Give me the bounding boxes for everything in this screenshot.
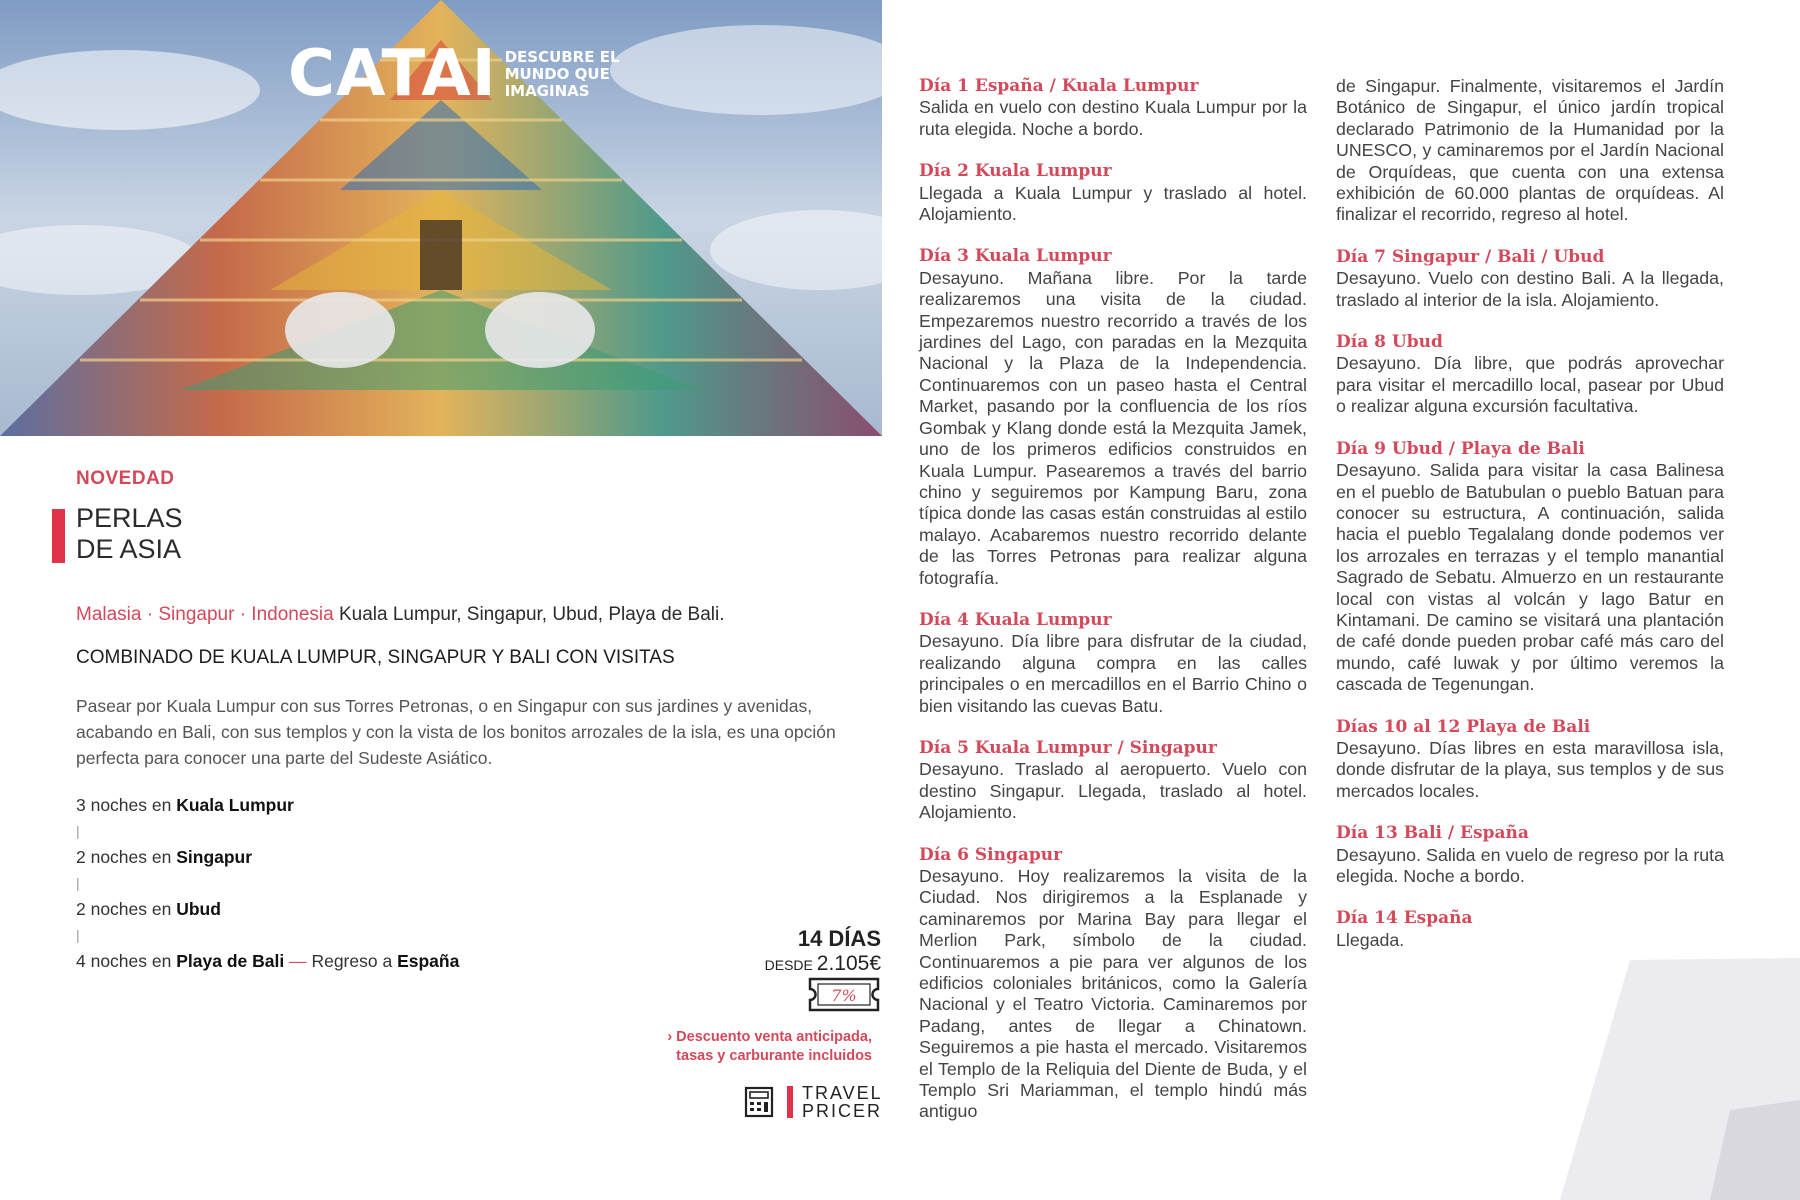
discount-ticket-icon bbox=[808, 977, 880, 1012]
day-text: de Singapur. Finalmente, visitaremos el Jardín Botánico de Singapur, el único jardín tropical declarado Patrimonio de la Humanidad por la UNESCO, y caminaremos por el Jardín Nacional de Orquídeas, que cuenta con una extensa exhibición de 60.000 plantas de orquídeas. Al finalizar el recorrido, regreso al hotel. bbox=[1336, 76, 1724, 225]
title-accent-bar bbox=[52, 509, 65, 563]
discount-badge: 7% bbox=[831, 986, 857, 1005]
day-text: Desayuno. Salida para visitar la casa Balinesa en el pueblo de Batubulan o pueblo Batuan para conocer su estructura, A continuación, salida hacia el pueblo Tegalalang donde podemos ver los arrozales en terrazas y el templo manantial Sagrado de Sebatu. Almuerzo en un restaurante local con vistas al volcán y lago Batur en Kintamani. De camino se visitará una plantación de café donde pueden probar café más caro del mundo, café luwak y por último veremos la cascada de Tegenungan. bbox=[1336, 460, 1724, 695]
route-stop bbox=[76, 896, 636, 922]
day-title: Día 14 España bbox=[1336, 908, 1473, 929]
day-text: Llegada a Kuala Lumpur y traslado al hotel. Alojamiento. bbox=[919, 182, 1307, 225]
travel-pricer-line2: PRICER bbox=[802, 1101, 883, 1121]
day-text: Desayuno. Día libre para disfrutar de la ciudad, realizando alguna compra en las calles principales o en mercadillos en el Barrio Chino o bien visitando las cuevas Batu. bbox=[919, 631, 1307, 716]
itinerary-day bbox=[919, 76, 1307, 140]
day-title: Día 9 Ubud / Playa de Bali bbox=[1336, 438, 1585, 459]
return-prefix: Regreso a bbox=[311, 951, 398, 971]
novedad-badge: NOVEDAD bbox=[76, 468, 175, 489]
day-text: Desayuno. Vuelo con destino Bali. A la llegada, traslado al interior de la isla. Alojamiento. bbox=[1336, 268, 1724, 310]
stop-prefix: 3 noches en bbox=[76, 795, 177, 815]
day-text: Desayuno. Mañana libre. Por la tarde realizaremos una visita de la ciudad. Empezaremos nuestro recorrido a través de los jardines del Lago, con paradas en la Mezquita Nacional y la Plaza de la Independencia. Continuaremos con un paseo hasta el Central Market, pasando por la confluencia de los ríos Gombak y Klang donde está la Mezquita Jamek, uno de los primeros edificios construidos en Kuala Lumpur. Pasearemos a través del barrio chino y seguiremos por Kampung Baru, zona típica donde las casas están construidas al estilo malayo. Acabaremos nuestro recorrido delante de las Torres Petronas para realizar alguna fotografía. bbox=[919, 267, 1307, 588]
travel-pricer-logo bbox=[802, 1084, 883, 1120]
itinerary-day bbox=[919, 161, 1307, 225]
day-title: Día 13 Bali / España bbox=[1336, 823, 1529, 844]
desde-label: DESDE bbox=[764, 957, 813, 973]
route-summary bbox=[76, 792, 636, 974]
day-text: Salida en vuelo con destino Kuala Lumpur por la ruta elegida. Noche a bordo. bbox=[919, 97, 1307, 139]
travel-pricer-line1: TRAVEL bbox=[802, 1083, 883, 1103]
day-text: Desayuno. Salida en vuelo de regreso por la ruta elegida. Noche a bordo. bbox=[1336, 844, 1724, 886]
route-separator: | bbox=[76, 927, 80, 943]
stop-prefix: 4 noches en bbox=[76, 951, 177, 971]
day-text: Desayuno. Hoy realizaremos la visita de la Ciudad. Nos dirigiremos a la Esplanade y caminaremos por Marina Bay para llegar el Merlion Park, símbolo de la ciudad. Continuaremos a pie para ver algunos de los edificios coloniales británicos, como la Galería Nacional y el Teatro Victoria. Caminaremos por Padang, antes de llegar a Chinatown. Seguiremos a pie hasta el mercado. Visitaremos el Templo de la Reliquia del Diente de Buda, y el Templo Sri Mariamman, el templo hindú más antiguo bbox=[919, 866, 1307, 1122]
day-title: Día 8 Ubud bbox=[1336, 332, 1443, 353]
trip-title-line2: DE ASIA bbox=[76, 534, 182, 564]
itinerary-day bbox=[919, 845, 1307, 1123]
itinerary-day bbox=[1336, 247, 1724, 311]
day-title: Día 3 Kuala Lumpur bbox=[919, 246, 1112, 267]
stop-prefix: 2 noches en bbox=[76, 899, 177, 919]
day-text: Desayuno. Traslado al aeropuerto. Vuelo con destino Singapur. Llegada, traslado al hotel. Alojamiento. bbox=[919, 759, 1307, 823]
catai-logo bbox=[288, 37, 635, 111]
itinerary-column-2 bbox=[1336, 76, 1724, 972]
route-separator: | bbox=[76, 875, 80, 891]
price-from bbox=[765, 952, 881, 976]
itinerary-day-continued bbox=[1336, 76, 1724, 226]
day-title: Días 10 al 12 Playa de Bali bbox=[1336, 716, 1591, 737]
discount-line1: › Descuento venta anticipada, bbox=[667, 1029, 872, 1045]
stop-place: Ubud bbox=[176, 899, 221, 919]
route-stop bbox=[76, 792, 636, 818]
countries-list: Malasia · Singapur · Indonesia bbox=[76, 604, 334, 625]
price-amount: 2.105€ bbox=[816, 952, 881, 975]
day-title: Día 5 Kuala Lumpur / Singapur bbox=[919, 737, 1217, 758]
trip-days: 14 DÍAS bbox=[797, 926, 881, 951]
cities-list: Kuala Lumpur, Singapur, Ubud, Playa de Bali. bbox=[338, 604, 725, 625]
decorative-corner-shape bbox=[1540, 950, 1800, 1200]
stop-place: Kuala Lumpur bbox=[176, 795, 294, 815]
itinerary-day bbox=[1336, 823, 1724, 887]
trip-title-line1: PERLAS bbox=[76, 503, 183, 533]
stop-place: Singapur bbox=[176, 847, 253, 867]
day-text: Llegada. bbox=[1336, 929, 1405, 950]
stop-prefix: 2 noches en bbox=[76, 847, 177, 867]
return-place: España bbox=[397, 951, 460, 971]
calculator-icon bbox=[744, 1086, 774, 1118]
route-stop bbox=[76, 948, 636, 974]
day-title: Día 4 Kuala Lumpur bbox=[919, 609, 1112, 630]
travel-pricer-accent bbox=[787, 1086, 793, 1118]
hero-image bbox=[0, 0, 882, 436]
day-title: Día 1 España / Kuala Lumpur bbox=[919, 76, 1199, 96]
day-title: Día 6 Singapur bbox=[919, 844, 1063, 865]
destinations-line bbox=[76, 604, 725, 626]
itinerary-column-1 bbox=[919, 76, 1307, 1144]
route-stop bbox=[76, 844, 636, 870]
stop-place: Playa de Bali bbox=[176, 951, 285, 971]
itinerary-day bbox=[919, 738, 1307, 824]
discount-line2: tasas y carburante incluidos bbox=[676, 1048, 872, 1064]
trip-intro: Pasear por Kuala Lumpur con sus Torres Petronas, o en Singapur con sus jardines y avenidas, acabando en Bali, con sus templos y con la vista de los bonitos arrozales de la isla, es una opción perfecta para conocer una parte del Sudeste Asiático. bbox=[76, 696, 836, 768]
itinerary-day bbox=[1336, 332, 1724, 418]
day-title: Día 7 Singapur / Bali / Ubud bbox=[1336, 246, 1605, 267]
day-text: Desayuno. Días libres en esta maravillosa isla, donde disfrutar de la playa, sus templos y de sus mercados locales. bbox=[1336, 737, 1724, 801]
day-text: Desayuno. Día libre, que podrás aprovechar para visitar el mercadillo local, pasear por Ubud o realizar alguna excursión facultativa. bbox=[1336, 353, 1724, 417]
itinerary-day bbox=[1336, 908, 1724, 951]
itinerary-day bbox=[1336, 717, 1724, 803]
itinerary-day bbox=[919, 246, 1307, 589]
discount-note bbox=[630, 1028, 872, 1066]
return-dash: — bbox=[289, 951, 307, 971]
trip-title bbox=[76, 503, 183, 565]
itinerary-day bbox=[919, 610, 1307, 717]
day-title: Día 2 Kuala Lumpur bbox=[919, 161, 1112, 182]
price-box bbox=[765, 926, 881, 976]
route-separator: | bbox=[76, 823, 80, 839]
trip-subtitle: COMBINADO DE KUALA LUMPUR, SINGAPUR Y BALI CON VISITAS bbox=[76, 647, 675, 668]
logo-tagline: DESCUBRE EL MUNDO QUE IMAGINAS bbox=[504, 47, 620, 100]
logo-wordmark: CATAI bbox=[288, 37, 497, 111]
itinerary-day bbox=[1336, 439, 1724, 696]
